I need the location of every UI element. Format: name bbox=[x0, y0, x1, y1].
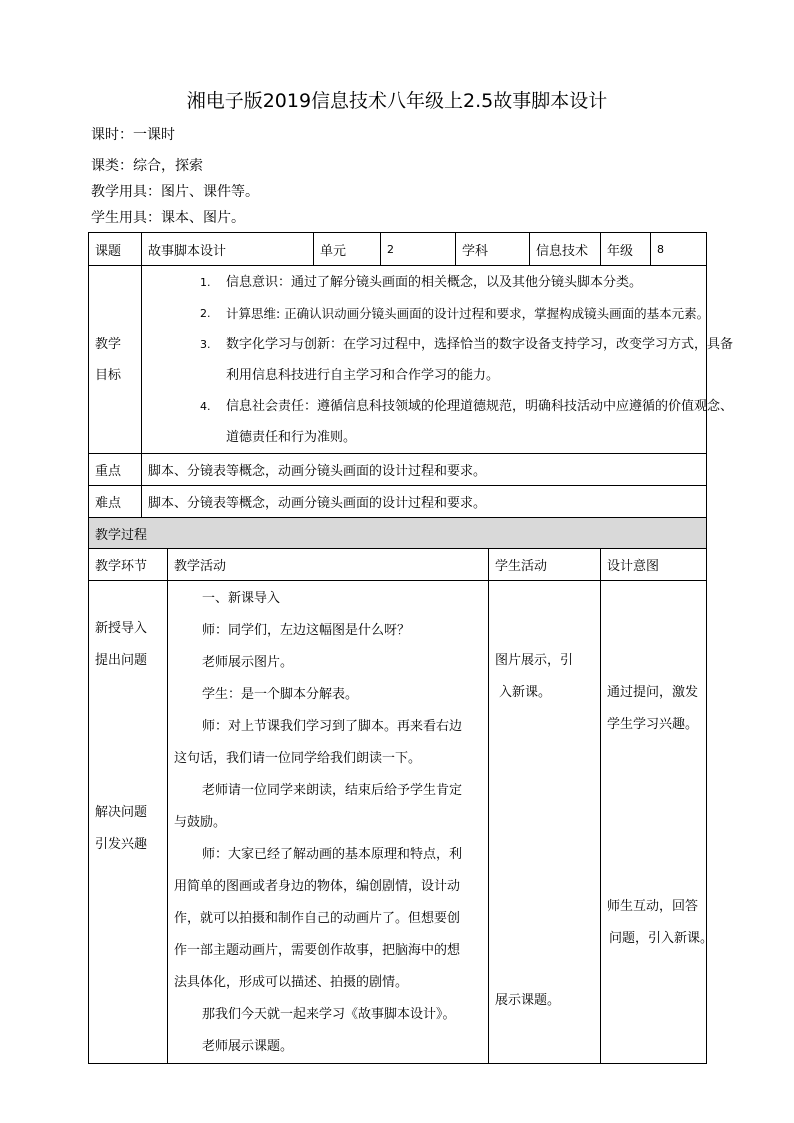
intent-2-line2: 问题，引入新课。 bbox=[609, 931, 714, 946]
stage-1 bbox=[95, 613, 147, 677]
activity-line: 老师展示图片。 bbox=[202, 655, 294, 670]
stage-cell bbox=[89, 581, 168, 1064]
activity-cell bbox=[168, 581, 489, 1064]
activity-line: 老师请一位同学来朗读，结束后给予学生肯定 bbox=[202, 783, 463, 798]
intent-1 bbox=[607, 677, 698, 741]
process-content-row bbox=[89, 581, 707, 1064]
objective-num: 1. bbox=[200, 275, 211, 289]
grade-value: 8 bbox=[651, 233, 707, 266]
header-row bbox=[89, 233, 707, 266]
objective-num: 3. bbox=[200, 337, 211, 351]
col-header-stage: 教学环节 bbox=[89, 549, 168, 581]
process-header-row bbox=[89, 518, 707, 549]
student-activity-cell bbox=[489, 581, 601, 1064]
objective-text: 数字化学习与创新：在学习过程中，选择恰当的数字设备支持学习，改变学习方式，具备 bbox=[226, 336, 734, 352]
topic-label: 课题 bbox=[89, 233, 142, 266]
student-activity-1 bbox=[495, 645, 573, 709]
activity-line: 这句话，我们请一位同学给我们朗读一下。 bbox=[174, 751, 422, 766]
unit-value: 2 bbox=[381, 233, 456, 266]
activity-line: 用简单的图画或者身边的物体，编创剧情，设计动 bbox=[174, 879, 461, 894]
activity-line: 师：对上节课我们学习到了脚本。再来看右边 bbox=[202, 719, 463, 734]
objective-text-cont: 利用信息科技进行自主学习和合作学习的能力。 bbox=[226, 367, 500, 383]
activity-line: 一、新课导入 bbox=[202, 591, 281, 606]
objective-item bbox=[200, 267, 700, 298]
page-title: 湘电子版2019信息技术八年级上2.5故事脚本设计 bbox=[186, 90, 608, 112]
col-header-student: 学生活动 bbox=[489, 549, 601, 581]
meta-hours: 课时：一课时 bbox=[91, 127, 175, 143]
key-points-text: 脚本、分镜表等概念，动画分镜头画面的设计过程和要求。 bbox=[142, 454, 707, 486]
meta-student-tools: 学生用具：课本、图片。 bbox=[91, 210, 245, 226]
activity-line: 师：大家已经了解动画的基本原理和特点，利 bbox=[202, 847, 463, 862]
intent-1-line2: 学生学习兴趣。 bbox=[607, 717, 699, 732]
activity-line: 那我们今天就一起来学习《故事脚本设计》。 bbox=[202, 1007, 456, 1022]
unit-label: 单元 bbox=[314, 233, 381, 266]
col-header-activity: 教学活动 bbox=[168, 549, 489, 581]
activity-line: 法具体化，形成可以描述、拍摄的剧情。 bbox=[174, 975, 409, 990]
activity-line: 师：同学们，左边这幅图是什么呀？ bbox=[202, 623, 411, 638]
stage-2-line2: 引发兴趣 bbox=[95, 837, 148, 852]
difficulties-text: 脚本、分镜表等概念，动画分镜头画面的设计过程和要求。 bbox=[142, 486, 707, 518]
stage-1-line2: 提出问题 bbox=[95, 653, 148, 668]
subject-value: 信息技术 bbox=[530, 233, 601, 266]
stage-2-line1: 解决问题 bbox=[95, 805, 148, 820]
process-columns-row bbox=[89, 549, 707, 581]
objective-text-cont: 道德责任和行为准则。 bbox=[226, 429, 357, 445]
student-activity-1-line1: 图片展示，引 bbox=[495, 653, 574, 668]
objectives-label-line2: 目标 bbox=[95, 367, 122, 383]
topic-value: 故事脚本设计 bbox=[142, 233, 314, 266]
meta-teacher-tools: 教学用具：图片、课件等。 bbox=[91, 184, 259, 200]
grade-label: 年级 bbox=[601, 233, 651, 266]
objectives-label-line1: 教学 bbox=[95, 336, 122, 352]
intent-cell bbox=[601, 581, 714, 1064]
difficulties-row bbox=[89, 486, 707, 518]
objective-text: 计算思维: 正确认识动画分镜头画面的设计过程和要求，掌握构成镜头画面的基本元素。 bbox=[226, 305, 710, 321]
objective-item bbox=[200, 298, 710, 329]
activity-line: 学生：是一个脚本分解表。 bbox=[202, 687, 359, 702]
difficulties-label: 难点 bbox=[89, 486, 142, 518]
activity-line: 作一部主题动画片，需要创作故事，把脑海中的想 bbox=[174, 943, 461, 958]
activity-line: 老师展示课题。 bbox=[202, 1039, 294, 1054]
objective-num: 2. bbox=[200, 306, 211, 320]
activity-line: 作，就可以拍摄和制作自己的动画片了。但想要创 bbox=[174, 911, 461, 926]
intent-2 bbox=[607, 891, 713, 955]
objective-item bbox=[200, 329, 734, 360]
col-header-intent: 设计意图 bbox=[601, 549, 707, 581]
process-header: 教学过程 bbox=[89, 518, 707, 549]
intent-1-line1: 通过提问，激发 bbox=[607, 685, 699, 700]
student-activity-1-line2: 入新课。 bbox=[499, 685, 552, 700]
key-points-label: 重点 bbox=[89, 454, 142, 486]
intent-2-line1: 师生互动，回答 bbox=[607, 899, 699, 914]
objective-text: 信息意识：通过了解分镜头画面的相关概念，以及其他分镜头脚本分类。 bbox=[226, 274, 643, 290]
stage-2 bbox=[95, 797, 147, 861]
key-points-row bbox=[89, 454, 707, 486]
stage-1-line1: 新授导入 bbox=[95, 621, 148, 636]
objective-item bbox=[200, 391, 734, 422]
objective-num: 4. bbox=[200, 399, 211, 413]
lesson-plan-table bbox=[88, 232, 734, 1064]
meta-type: 课类：综合，探索 bbox=[91, 158, 203, 174]
objectives-label bbox=[89, 266, 142, 454]
objective-text: 信息社会责任：遵循信息科技领域的伦理道德规范，明确科技活动中应遵循的价值观念、 bbox=[226, 398, 734, 414]
student-activity-2: 展示课题。 bbox=[495, 993, 561, 1008]
objectives-content bbox=[142, 266, 734, 454]
objectives-row bbox=[89, 266, 707, 454]
subject-label: 学科 bbox=[456, 233, 530, 266]
activity-line: 与鼓励。 bbox=[174, 815, 227, 830]
